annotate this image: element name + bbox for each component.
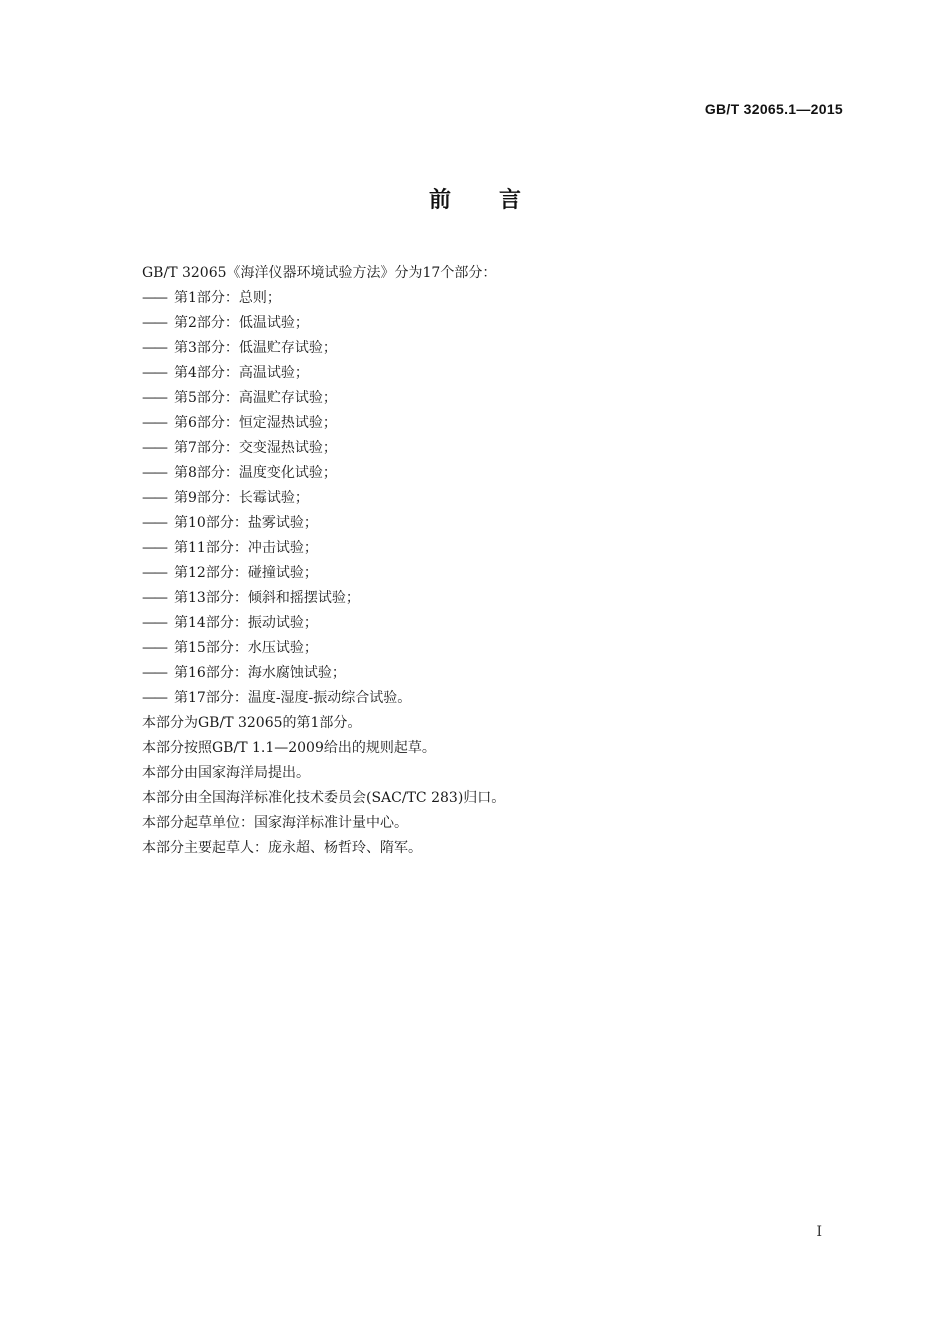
- page-number: I: [816, 1224, 822, 1240]
- list-item: [142, 536, 842, 561]
- list-item: [142, 461, 842, 486]
- list-item: [142, 286, 842, 311]
- statement-paragraph: 本部分由国家海洋局提出。: [142, 765, 310, 781]
- statement-paragraph: 本部分为GB/T 32065的第1部分。: [142, 715, 362, 731]
- list-dash: ——: [142, 590, 166, 606]
- list-dash: ——: [142, 465, 166, 481]
- list-dash: ——: [142, 390, 166, 406]
- list-item-text: 第12部分：碰撞试验；: [174, 565, 318, 581]
- list-dash: ——: [142, 365, 166, 381]
- list-item-text: 第16部分：海水腐蚀试验；: [174, 665, 346, 681]
- list-dash: ——: [142, 515, 166, 531]
- list-dash: ——: [142, 665, 166, 681]
- list-item: [142, 586, 842, 611]
- standard-code: GB/T 32065.1—2015: [704, 101, 843, 117]
- page-title: 前言: [428, 188, 569, 213]
- list-item-text: 第9部分：长霉试验；: [174, 490, 309, 506]
- list-dash: ——: [142, 540, 166, 556]
- parts-list: [142, 286, 842, 711]
- list-dash: ——: [142, 440, 166, 456]
- intro-paragraph: GB/T 32065《海洋仪器环境试验方法》分为17个部分：: [142, 265, 497, 281]
- list-item-text: 第3部分：低温贮存试验；: [174, 340, 337, 356]
- list-item-text: 第6部分：恒定湿热试验；: [174, 415, 337, 431]
- document-body: [142, 261, 842, 861]
- list-item: [142, 561, 842, 586]
- statement-paragraph: 本部分主要起草人：庞永超、杨哲玲、隋军。: [142, 840, 422, 856]
- statements-list: [142, 711, 842, 861]
- list-item: [142, 661, 842, 686]
- list-dash: ——: [142, 340, 166, 356]
- list-item: [142, 611, 842, 636]
- list-item-text: 第13部分：倾斜和摇摆试验；: [174, 590, 360, 606]
- list-item: [142, 336, 842, 361]
- list-item-text: 第7部分：交变湿热试验；: [174, 440, 337, 456]
- statement-paragraph: 本部分由全国海洋标准化技术委员会(SAC/TC 283)归口。: [142, 790, 506, 806]
- list-item: [142, 636, 842, 661]
- list-item-text: 第11部分：冲击试验；: [174, 540, 318, 556]
- list-dash: ——: [142, 615, 166, 631]
- list-item-text: 第15部分：水压试验；: [174, 640, 318, 656]
- list-item: [142, 411, 842, 436]
- list-item-text: 第8部分：温度变化试验；: [174, 465, 337, 481]
- list-item-text: 第5部分：高温贮存试验；: [174, 390, 337, 406]
- list-item: [142, 436, 842, 461]
- statement-paragraph: 本部分按照GB/T 1.1—2009给出的规则起草。: [142, 740, 436, 756]
- list-item: [142, 511, 842, 536]
- list-item-text: 第14部分：振动试验；: [174, 615, 318, 631]
- list-item-text: 第17部分：温度-湿度-振动综合试验。: [174, 690, 412, 706]
- list-dash: ——: [142, 490, 166, 506]
- list-item-text: 第1部分：总则；: [174, 290, 281, 306]
- list-dash: ——: [142, 565, 166, 581]
- list-dash: ——: [142, 290, 166, 306]
- list-dash: ——: [142, 415, 166, 431]
- statement-paragraph: 本部分起草单位：国家海洋标准计量中心。: [142, 815, 408, 831]
- list-item-text: 第10部分：盐雾试验；: [174, 515, 318, 531]
- list-dash: ——: [142, 315, 166, 331]
- list-item: [142, 311, 842, 336]
- list-dash: ——: [142, 640, 166, 656]
- list-item: [142, 386, 842, 411]
- list-item: [142, 486, 842, 511]
- list-item: [142, 361, 842, 386]
- list-item-text: 第2部分：低温试验；: [174, 315, 309, 331]
- list-dash: ——: [142, 690, 166, 706]
- list-item-text: 第4部分：高温试验；: [174, 365, 309, 381]
- list-item: [142, 686, 842, 711]
